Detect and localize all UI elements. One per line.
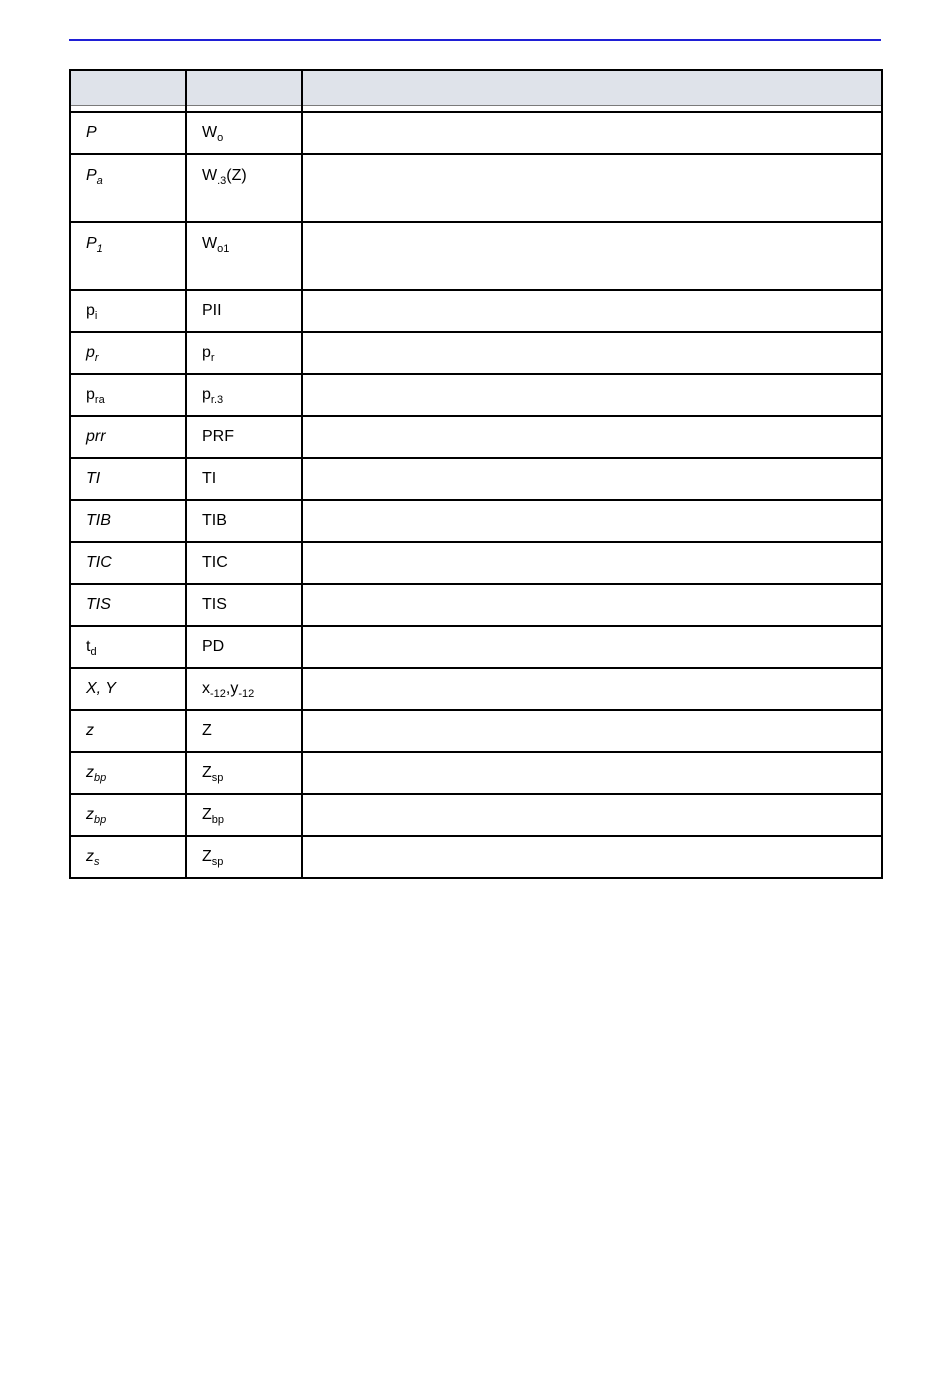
table-row <box>70 332 882 374</box>
parameter-cell: TIS <box>186 584 302 626</box>
description-cell <box>302 542 882 584</box>
description-cell <box>302 752 882 794</box>
parameter-cell: $W_{.3}(Z)$ <box>186 154 302 222</box>
table-row <box>70 752 882 794</box>
table-row <box>70 584 882 626</box>
description-cell <box>302 154 882 222</box>
description-cell <box>302 416 882 458</box>
header-description <box>302 70 882 106</box>
description-cell <box>302 836 882 878</box>
description-cell <box>302 626 882 668</box>
description-cell <box>302 500 882 542</box>
symbol-cell: z <box>70 710 186 752</box>
parameter-cell: TIC <box>186 542 302 584</box>
parameter-cell: TI <box>186 458 302 500</box>
parameter-cell: $Z_{sp}$ <box>186 752 302 794</box>
description-cell <box>302 794 882 836</box>
symbol-cell: TI <box>70 458 186 500</box>
table-row <box>70 542 882 584</box>
parameter-cell: PII <box>186 290 302 332</box>
parameter-cell: $W_o$ <box>186 112 302 154</box>
symbol-cell: TIB <box>70 500 186 542</box>
parameter-cell: $W_{o1}$ <box>186 222 302 290</box>
symbol-cell: $z_{bp}$ <box>70 752 186 794</box>
table-row <box>70 500 882 542</box>
table-row <box>70 710 882 752</box>
description-cell <box>302 710 882 752</box>
parameter-cell: PRF <box>186 416 302 458</box>
symbol-cell: $p_r$ <box>70 332 186 374</box>
description-cell <box>302 458 882 500</box>
symbols-table <box>69 69 883 879</box>
table-row <box>70 836 882 878</box>
header-parameter <box>186 70 302 106</box>
symbol-cell: TIS <box>70 584 186 626</box>
symbol-cell: $t_d$ <box>70 626 186 668</box>
symbol-cell: $z_s$ <box>70 836 186 878</box>
header-rule <box>69 39 881 41</box>
parameter-cell: TIB <box>186 500 302 542</box>
table-row <box>70 626 882 668</box>
parameter-cell: $p_{r.3}$ <box>186 374 302 416</box>
description-cell <box>302 112 882 154</box>
table-row <box>70 416 882 458</box>
table-row <box>70 112 882 154</box>
table-row <box>70 794 882 836</box>
parameter-cell: Z <box>186 710 302 752</box>
symbol-cell: X, Y <box>70 668 186 710</box>
table-row <box>70 374 882 416</box>
symbol-cell: P <box>70 112 186 154</box>
parameter-cell: $x_{-12},y_{-12}$ <box>186 668 302 710</box>
symbol-cell: prr <box>70 416 186 458</box>
description-cell <box>302 668 882 710</box>
symbol-cell: $z_{bp}$ <box>70 794 186 836</box>
header-symbol <box>70 70 186 106</box>
description-cell <box>302 374 882 416</box>
table-row <box>70 154 882 222</box>
description-cell <box>302 332 882 374</box>
symbol-cell: TIC <box>70 542 186 584</box>
description-cell <box>302 584 882 626</box>
symbol-cell: $P_1$ <box>70 222 186 290</box>
symbol-cell: $p_i$ <box>70 290 186 332</box>
symbol-cell: $P_a$ <box>70 154 186 222</box>
table-row <box>70 668 882 710</box>
symbol-cell: $p_{ra}$ <box>70 374 186 416</box>
parameter-cell: $Z_{sp}$ <box>186 836 302 878</box>
table-row <box>70 222 882 290</box>
parameter-cell: PD <box>186 626 302 668</box>
table-row <box>70 290 882 332</box>
parameter-cell: $Z_{bp}$ <box>186 794 302 836</box>
parameter-cell: $p_r$ <box>186 332 302 374</box>
description-cell <box>302 222 882 290</box>
table-header-row <box>70 70 882 106</box>
table-row <box>70 458 882 500</box>
description-cell <box>302 290 882 332</box>
